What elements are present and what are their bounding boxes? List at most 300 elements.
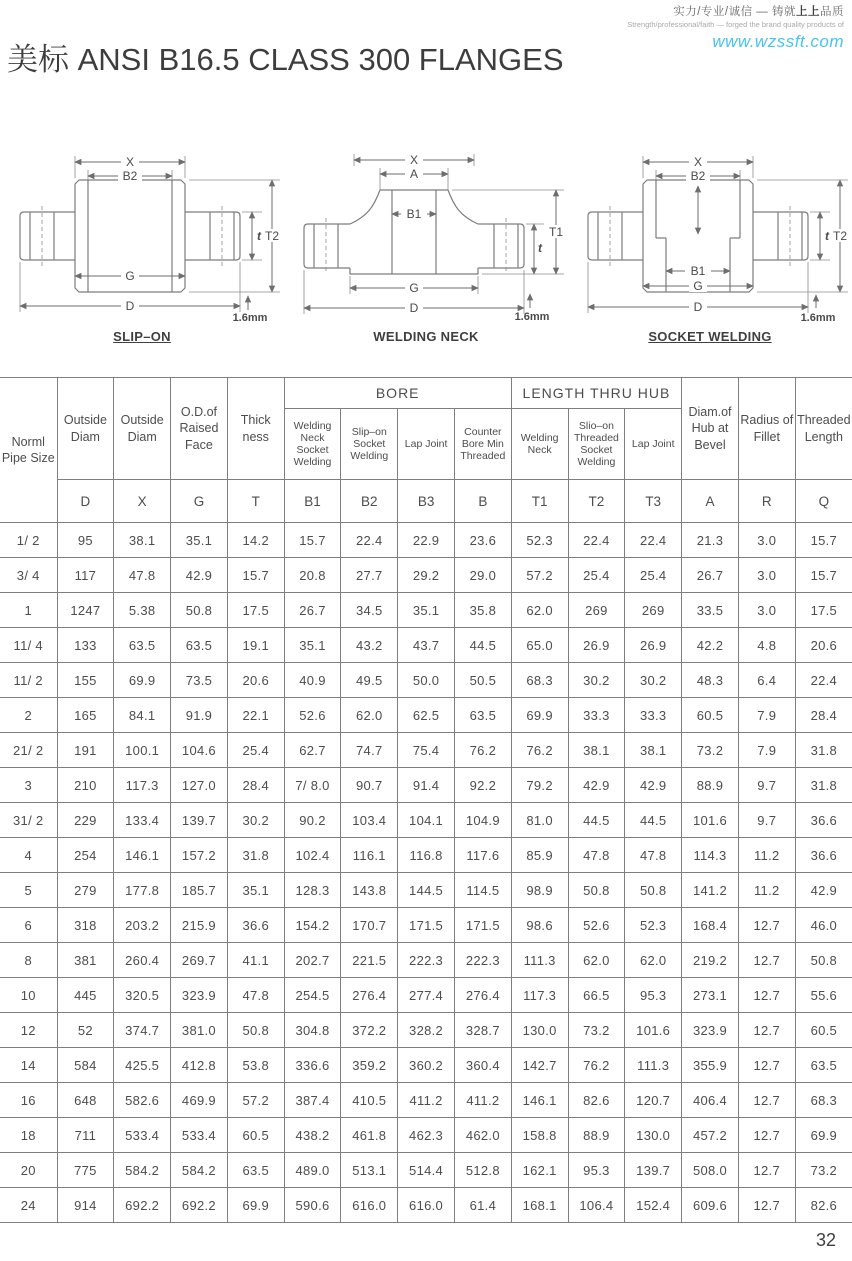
table-cell: 9.7 [738,803,795,838]
table-cell: 63.5 [227,1153,284,1188]
table-row [0,698,852,733]
table-cell: 12 [0,1013,57,1048]
table-cell: 202.7 [284,943,341,978]
table-cell: 90.2 [284,803,341,838]
page-number: 32 [815,1230,836,1250]
socket-welding-drawing [568,150,852,322]
table-cell: 20 [0,1153,57,1188]
table-cell: 17.5 [795,593,852,628]
table-cell: 16 [0,1083,57,1118]
table-cell: 40.9 [284,663,341,698]
table-cell: 14.2 [227,523,284,558]
table-cell: 438.2 [284,1118,341,1153]
table-cell: 512.8 [454,1153,511,1188]
table-row [0,1118,852,1153]
table-cell: 33.5 [682,593,739,628]
table-cell: 31/ 2 [0,803,57,838]
table-cell: 60.5 [227,1118,284,1153]
table-cell: 15.7 [227,558,284,593]
table-cell: 29.2 [398,558,455,593]
table-cell: 35.8 [454,593,511,628]
table-cell: 19.1 [227,628,284,663]
dim-label-x: X [693,155,703,169]
col-header-norml-pipe-size: Norml Pipe Size [0,378,57,523]
table-cell: 133.4 [114,803,171,838]
dim-label-g: G [125,269,135,283]
table-cell: 120.7 [625,1083,682,1118]
dim-label-x: X [125,155,135,169]
table-cell: 76.2 [511,733,568,768]
table-cell: 44.5 [568,803,625,838]
table-cell: 3/ 4 [0,558,57,593]
table-cell: 323.9 [171,978,228,1013]
col-letter-g: G [171,480,228,523]
table-cell: 12.7 [738,1083,795,1118]
table-cell: 26.7 [284,593,341,628]
table-cell: 260.4 [114,943,171,978]
table-cell: 146.1 [511,1083,568,1118]
dim-label-t: t [538,241,542,255]
table-cell: 127.0 [171,768,228,803]
raised-face-note: 1.6mm [800,312,836,322]
table-cell: 42.9 [568,768,625,803]
col-header-bore-slip-on: Slip–on Socket Welding [341,409,398,480]
table-cell: 254.5 [284,978,341,1013]
table-cell: 95 [57,523,114,558]
table-cell: 18 [0,1118,57,1153]
table-cell: 22.1 [227,698,284,733]
table-cell: 22.4 [625,523,682,558]
table-cell: 52 [57,1013,114,1048]
table-cell: 5.38 [114,593,171,628]
table-cell: 269 [625,593,682,628]
table-cell: 33.3 [625,698,682,733]
table-cell: 4 [0,838,57,873]
table-cell: 584.2 [171,1153,228,1188]
col-letter-b1: B1 [284,480,341,523]
table-cell: 462.3 [398,1118,455,1153]
table-cell: 692.2 [171,1188,228,1223]
table-cell: 35.1 [398,593,455,628]
col-header-lth-slio-on: Slio–on Threaded Socket Welding [568,409,625,480]
table-cell: 52.3 [511,523,568,558]
table-row [0,663,852,698]
table-cell: 219.2 [682,943,739,978]
table-cell: 411.2 [454,1083,511,1118]
table-cell: 69.9 [114,663,171,698]
table-cell: 533.4 [171,1118,228,1153]
header-row-letters [0,480,852,523]
table-cell: 50.0 [398,663,455,698]
table-cell: 63.5 [795,1048,852,1083]
table-cell: 117.3 [114,768,171,803]
table-cell: 47.8 [227,978,284,1013]
table-row [0,978,852,1013]
table-cell: 104.1 [398,803,455,838]
table-cell: 43.2 [341,628,398,663]
table-cell: 1247 [57,593,114,628]
table-cell: 139.7 [171,803,228,838]
table-cell: 7.9 [738,733,795,768]
table-cell: 101.6 [625,1013,682,1048]
table-cell: 88.9 [682,768,739,803]
table-cell: 445 [57,978,114,1013]
table-cell: 1 [0,593,57,628]
table-cell: 85.9 [511,838,568,873]
table-cell: 92.2 [454,768,511,803]
table-row [0,873,852,908]
socket-welding-caption: SOCKET WELDING [648,329,772,344]
table-cell: 304.8 [284,1013,341,1048]
table-cell: 387.4 [284,1083,341,1118]
slogan-cn-bold: 上上 [796,6,820,18]
table-row [0,838,852,873]
table-cell: 158.8 [511,1118,568,1153]
table-cell: 63.5 [454,698,511,733]
table-cell: 75.4 [398,733,455,768]
table-cell: 462.0 [454,1118,511,1153]
flange-dimensions-table [0,377,852,1223]
table-cell: 69.9 [795,1118,852,1153]
table-cell: 6.4 [738,663,795,698]
table-cell: 33.3 [568,698,625,733]
table-cell: 31.8 [227,838,284,873]
table-cell: 425.5 [114,1048,171,1083]
table-cell: 20.6 [227,663,284,698]
table-cell: 117.3 [511,978,568,1013]
col-header-thickness: Thick ness [227,378,284,480]
table-cell: 323.9 [682,1013,739,1048]
table-cell: 53.8 [227,1048,284,1083]
table-cell: 222.3 [398,943,455,978]
col-letter-b2: B2 [341,480,398,523]
dim-label-t2: T2 [264,229,280,243]
col-letter-t1: T1 [511,480,568,523]
table-row [0,733,852,768]
table-cell: 98.6 [511,908,568,943]
table-cell: 47.8 [114,558,171,593]
table-cell: 582.6 [114,1083,171,1118]
table-cell: 128.3 [284,873,341,908]
table-cell: 25.4 [625,558,682,593]
col-letter-t: T [227,480,284,523]
table-cell: 47.8 [568,838,625,873]
table-row [0,943,852,978]
table-cell: 116.1 [341,838,398,873]
table-cell: 130.0 [511,1013,568,1048]
table-cell: 50.8 [625,873,682,908]
table-cell: 26.9 [625,628,682,663]
table-cell: 5 [0,873,57,908]
table-cell: 584 [57,1048,114,1083]
dim-label-t1: T1 [548,225,564,239]
table-cell: 42.9 [625,768,682,803]
table-cell: 12.7 [738,1013,795,1048]
table-cell: 117.6 [454,838,511,873]
table-cell: 221.5 [341,943,398,978]
table-cell: 104.6 [171,733,228,768]
table-cell: 360.4 [454,1048,511,1083]
table-cell: 15.7 [795,523,852,558]
table-cell: 12.7 [738,978,795,1013]
table-cell: 76.2 [454,733,511,768]
table-cell: 15.7 [795,558,852,593]
table-cell: 22.4 [795,663,852,698]
table-cell: 73.2 [682,733,739,768]
table-cell: 168.1 [511,1188,568,1223]
table-cell: 55.6 [795,978,852,1013]
col-header-lth-lap-joint: Lap Joint [625,409,682,480]
table-cell: 106.4 [568,1188,625,1223]
table-cell: 12.7 [738,1118,795,1153]
table-cell: 50.8 [227,1013,284,1048]
table-cell: 26.9 [568,628,625,663]
table-cell: 406.4 [682,1083,739,1118]
table-cell: 35.1 [227,873,284,908]
table-cell: 20.6 [795,628,852,663]
table-cell: 130.0 [625,1118,682,1153]
table-cell: 52.6 [284,698,341,733]
table-cell: 49.5 [341,663,398,698]
slogan-cn-prefix: 实力/专业/诚信 — 铸就 [673,6,796,18]
table-cell: 42.9 [171,558,228,593]
table-cell: 7.9 [738,698,795,733]
table-cell: 513.1 [341,1153,398,1188]
table-cell: 100.1 [114,733,171,768]
table-cell: 82.6 [568,1083,625,1118]
table-cell: 84.1 [114,698,171,733]
table-cell: 91.9 [171,698,228,733]
table-cell: 165 [57,698,114,733]
col-header-diam-hub-bevel: Diam.of Hub at Bevel [682,378,739,480]
dim-label-b2: B2 [122,169,138,183]
table-cell: 381 [57,943,114,978]
welding-neck-drawing [284,150,568,322]
slip-on-caption: SLIP–ON [113,329,171,344]
table-cell: 17.5 [227,593,284,628]
col-letter-t3: T3 [625,480,682,523]
table-cell: 91.4 [398,768,455,803]
table-cell: 154.2 [284,908,341,943]
table-cell: 6 [0,908,57,943]
table-cell: 103.4 [341,803,398,838]
table-cell: 143.8 [341,873,398,908]
col-header-lth-welding-neck: Welding Neck [511,409,568,480]
table-cell: 42.9 [795,873,852,908]
table-cell: 11/ 4 [0,628,57,663]
table-cell: 42.2 [682,628,739,663]
table-cell: 74.7 [341,733,398,768]
table-cell: 775 [57,1153,114,1188]
table-cell: 76.2 [568,1048,625,1083]
table-cell: 141.2 [682,873,739,908]
table-cell: 11.2 [738,838,795,873]
table-cell: 12.7 [738,1153,795,1188]
table-body [0,523,852,1223]
table-cell: 98.9 [511,873,568,908]
header-row-groups [0,378,852,409]
brand-slogan-en: Strength/professional/faith — forged the brand quality products of [627,20,844,29]
table-cell: 111.3 [511,943,568,978]
table-cell: 276.4 [341,978,398,1013]
table-cell: 8 [0,943,57,978]
table-row [0,803,852,838]
table-cell: 30.2 [568,663,625,698]
col-header-bore-lap-joint: Lap Joint [398,409,455,480]
dim-label-g: G [409,281,419,295]
table-cell: 142.7 [511,1048,568,1083]
table-cell: 374.7 [114,1013,171,1048]
table-cell: 27.7 [341,558,398,593]
table-cell: 73.2 [795,1153,852,1188]
table-cell: 152.4 [625,1188,682,1223]
table-cell: 4.8 [738,628,795,663]
dim-label-d: D [125,299,135,313]
table-cell: 318 [57,908,114,943]
col-header-outside-diam-d: Outside Diam [57,378,114,480]
table-cell: 320.5 [114,978,171,1013]
table-cell: 146.1 [114,838,171,873]
table-row [0,1083,852,1118]
flange-diagrams [0,150,852,344]
table-cell: 276.4 [454,978,511,1013]
table-row [0,1153,852,1188]
table-cell: 44.5 [625,803,682,838]
table-cell: 62.5 [398,698,455,733]
table-cell: 46.0 [795,908,852,943]
col-header-bore-welding-neck: Welding Neck Socket Welding [284,409,341,480]
brand-header [627,3,844,52]
table-row [0,908,852,943]
table-cell: 79.2 [511,768,568,803]
table-cell: 116.8 [398,838,455,873]
table-row [0,593,852,628]
table-cell: 273.1 [682,978,739,1013]
table-cell: 381.0 [171,1013,228,1048]
table-cell: 62.7 [284,733,341,768]
table-cell: 68.3 [511,663,568,698]
table-cell: 81.0 [511,803,568,838]
col-letter-d: D [57,480,114,523]
table-cell: 692.2 [114,1188,171,1223]
page-title: 美标 ANSI B16.5 CLASS 300 FLANGES [7,42,564,77]
table-cell: 60.5 [682,698,739,733]
table-row [0,523,852,558]
table-cell: 50.8 [171,593,228,628]
table-cell: 26.7 [682,558,739,593]
table-cell: 36.6 [795,803,852,838]
table-cell: 139.7 [625,1153,682,1188]
table-cell: 3.0 [738,523,795,558]
col-group-length-thru-hub: LENGTH THRU HUB [511,378,681,409]
table-row [0,1048,852,1083]
table-cell: 191 [57,733,114,768]
table-cell: 3.0 [738,593,795,628]
table-cell: 170.7 [341,908,398,943]
dim-label-b1: B1 [690,264,706,278]
table-cell: 31.8 [795,768,852,803]
dim-label-b2: B2 [690,169,706,183]
table-cell: 68.3 [795,1083,852,1118]
table-cell: 412.8 [171,1048,228,1083]
table-cell: 279 [57,873,114,908]
table-cell: 469.9 [171,1083,228,1118]
table-cell: 157.2 [171,838,228,873]
table-cell: 82.6 [795,1188,852,1223]
col-letter-b: B [454,480,511,523]
col-header-outside-diam-x: Outside Diam [114,378,171,480]
table-cell: 9.7 [738,768,795,803]
table-cell: 50.8 [795,943,852,978]
table-cell: 35.1 [284,628,341,663]
col-letter-t2: T2 [568,480,625,523]
socket-welding-diagram [568,150,852,344]
table-cell: 155 [57,663,114,698]
table-cell: 29.0 [454,558,511,593]
table-cell: 210 [57,768,114,803]
col-group-bore: BORE [284,378,511,409]
table-cell: 44.5 [454,628,511,663]
table-cell: 38.1 [114,523,171,558]
col-header-radius-fillet: Radius of Fillet [738,378,795,480]
table-cell: 62.0 [341,698,398,733]
table-cell: 514.4 [398,1153,455,1188]
table-cell: 36.6 [795,838,852,873]
table-cell: 62.0 [568,943,625,978]
table-cell: 269 [568,593,625,628]
table-cell: 104.9 [454,803,511,838]
table-cell: 95.3 [568,1153,625,1188]
table-cell: 38.1 [625,733,682,768]
slip-on-diagram [0,150,284,344]
table-cell: 457.2 [682,1118,739,1153]
table-cell: 171.5 [454,908,511,943]
table-cell: 3.0 [738,558,795,593]
table-cell: 12.7 [738,908,795,943]
table-cell: 12.7 [738,1048,795,1083]
table-row [0,768,852,803]
table-cell: 47.8 [625,838,682,873]
table-cell: 88.9 [568,1118,625,1153]
table-cell: 50.8 [568,873,625,908]
table-cell: 277.4 [398,978,455,1013]
brand-website[interactable]: www.wzssft.com [712,32,844,51]
table-cell: 36.6 [227,908,284,943]
table-cell: 28.4 [227,768,284,803]
table-cell: 35.1 [171,523,228,558]
table-cell: 61.4 [454,1188,511,1223]
table-cell: 34.5 [341,593,398,628]
table-cell: 648 [57,1083,114,1118]
table-cell: 616.0 [341,1188,398,1223]
table-cell: 62.0 [511,593,568,628]
col-letter-b3: B3 [398,480,455,523]
table-cell: 372.2 [341,1013,398,1048]
table-cell: 22.4 [568,523,625,558]
table-cell: 25.4 [227,733,284,768]
table-cell: 489.0 [284,1153,341,1188]
table-cell: 21/ 2 [0,733,57,768]
table-cell: 117 [57,558,114,593]
table-cell: 52.3 [625,908,682,943]
table-cell: 12.7 [738,943,795,978]
table-cell: 90.7 [341,768,398,803]
table-cell: 22.4 [341,523,398,558]
table-cell: 48.3 [682,663,739,698]
table-cell: 914 [57,1188,114,1223]
table-cell: 114.3 [682,838,739,873]
table-cell: 269.7 [171,943,228,978]
